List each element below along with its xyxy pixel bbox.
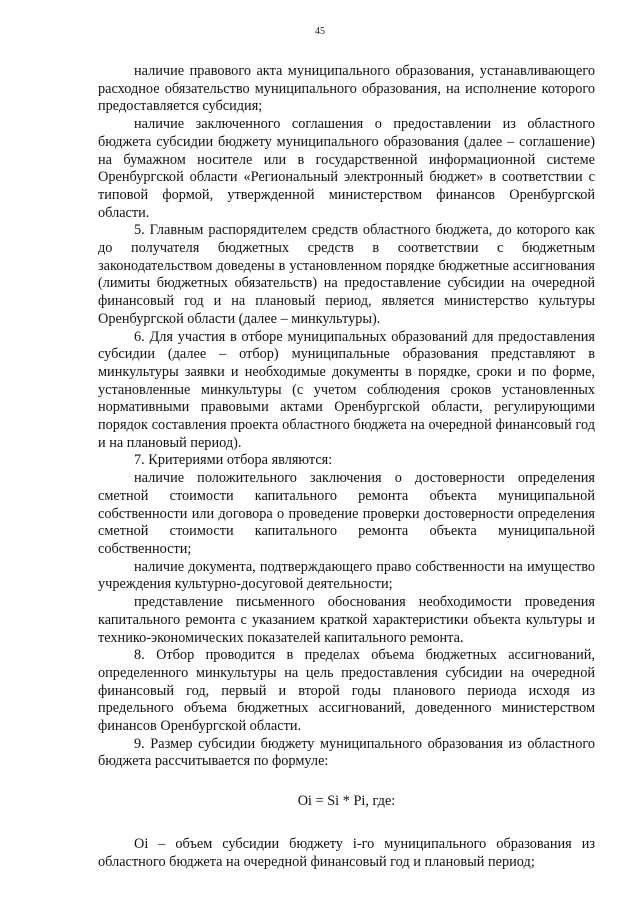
paragraph-7: 7. Критериями отбора являются:	[134, 452, 333, 469]
paragraph-criterion-conclusion: наличие положительного заключения о достоверности определения сметной стоимости капитального ремонта объекта муниципальной собственности или договора о проведение проверки достоверности определения сметной стоимости капитального ремонта объекта муниципальной собственности;	[98, 470, 595, 557]
paragraph-definition-oi: Oi – объем субсидии бюджету i-го муниципального образования из областного бюджета на очередной финансовый год и плановый период;	[98, 835, 595, 870]
page-number: 45	[315, 26, 325, 37]
paragraph-agreement: наличие заключенного соглашения о предоставлении из областного бюджета субсидии бюджету муниципального образования (далее – соглашение) на бумажном носителе или в государственной информационной системе Оренбургской области «Региональный электронный бюджет» в соответствии с типовой формой, утвержденной министерством финансов Оренбургской области.	[98, 116, 595, 221]
paragraph-criterion-justification: представление письменного обоснования необходимости проведения капитального ремонта с указанием краткой характеристики объекта культуры и технико-экономических показателей капитального ремонта.	[98, 594, 595, 646]
paragraph-5: 5. Главным распорядителем средств областного бюджета, до которого как до получателя бюджетных средств в соответствии с бюджетным законодательством доведены в установленном порядке бюджетные ассигнования (лимиты бюджетных обязательств) на предоставление субсидии на очередной финансовый год и на плановый период, является министерство культуры Оренбургской области (далее – минкультуры).	[98, 222, 595, 327]
paragraph-9: 9. Размер субсидии бюджету муниципального образования из областного бюджета рассчитывается по формуле:	[98, 735, 595, 770]
paragraph-8: 8. Отбор проводится в пределах объема бюджетных ассигнований, определенного минкультуры на цель предоставления субсидии на очередной финансовый год, первый и второй годы планового периода исходя из предельного объема бюджетных ассигнований, доведенного министерством финансов Оренбургской области.	[98, 647, 595, 735]
document-body	[98, 63, 595, 871]
paragraph-criterion-ownership: наличие документа, подтверждающего право собственности на имущество учреждения культурно-досуговой деятельности;	[98, 558, 595, 593]
paragraph-legal-act: наличие правового акта муниципального образования, устанавливающего расходное обязательство муниципального образования, на исполнение которого предоставляется субсидия;	[98, 63, 595, 115]
formula: Oi = Si * Pi, где:	[297, 793, 396, 810]
paragraph-6: 6. Для участия в отборе муниципальных образований для предоставления субсидии (далее – отбор) муниципальные образования представляют в минкультуры заявки и необходимые документы в порядке, сроки и по форме, установленные минкультуры (с учетом соблюдения сроков установленных нормативными правовыми актами Оренбургской области, регулирующими порядок составления проекта областного бюджета на очередной финансовый год и на плановый период).	[98, 328, 595, 451]
